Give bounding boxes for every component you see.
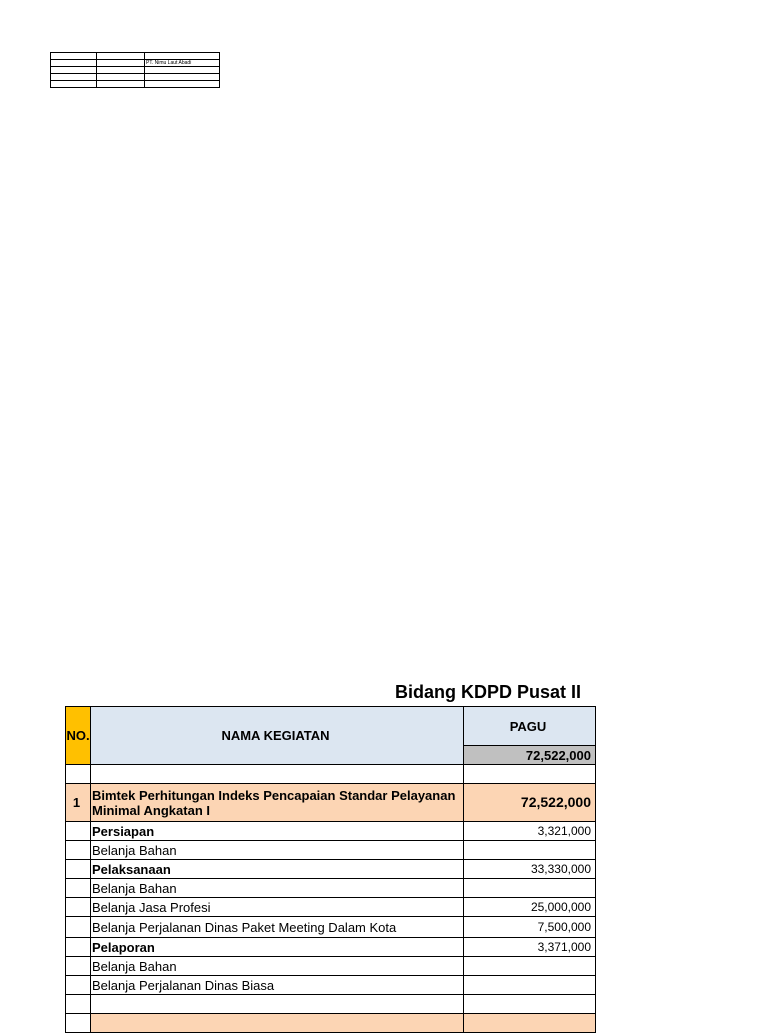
- table-cell: [91, 995, 464, 1014]
- row-pagu: 25,000,000: [464, 898, 596, 917]
- row-name: Belanja Bahan: [91, 879, 464, 898]
- row-pagu: [464, 957, 596, 976]
- table-cell: [66, 957, 91, 976]
- table-row: [51, 67, 220, 74]
- table-cell: [97, 60, 145, 67]
- company-name-cell: PT. Nimu Laut Abadi: [145, 60, 220, 67]
- table-row: [51, 74, 220, 81]
- table-cell: [66, 841, 91, 860]
- row-name: Belanja Bahan: [91, 957, 464, 976]
- total-pagu: 72,522,000: [464, 746, 596, 765]
- table-cell: [66, 917, 91, 938]
- table-cell: [91, 765, 464, 784]
- table-row: [66, 841, 596, 860]
- table-row: [66, 938, 596, 957]
- budget-table: [65, 706, 596, 1033]
- table-row: [66, 995, 596, 1014]
- table-row: [66, 822, 596, 841]
- row-name: Belanja Perjalanan Dinas Biasa: [91, 976, 464, 995]
- row-name: Pelaporan: [91, 938, 464, 957]
- table-cell: [97, 81, 145, 88]
- table-cell: [66, 879, 91, 898]
- table-row: [66, 879, 596, 898]
- row-pagu: 7,500,000: [464, 917, 596, 938]
- table-cell: [145, 81, 220, 88]
- table-cell: [66, 938, 91, 957]
- table-row: [51, 60, 220, 67]
- row-pagu: [464, 879, 596, 898]
- table-cell: [145, 53, 220, 60]
- table-cell: [97, 74, 145, 81]
- activity-name: Bimtek Perhitungan Indeks Pencapaian Standar Pelayanan Minimal Angkatan I: [91, 784, 464, 822]
- table-cell: [464, 765, 596, 784]
- table-row: [66, 917, 596, 938]
- table-cell: [66, 1014, 91, 1033]
- header-no: NO.: [66, 707, 91, 765]
- table-cell: [66, 765, 91, 784]
- table-cell: [97, 67, 145, 74]
- row-name: Belanja Bahan: [91, 841, 464, 860]
- row-pagu: [464, 841, 596, 860]
- table-row: [66, 860, 596, 879]
- table-cell: [66, 822, 91, 841]
- activity-row: [66, 784, 596, 822]
- table-row: [66, 765, 596, 784]
- row-name: Pelaksanaan: [91, 860, 464, 879]
- table-cell: [51, 67, 97, 74]
- table-cell: [97, 53, 145, 60]
- table-cell: [51, 53, 97, 60]
- table-cell: [51, 74, 97, 81]
- table-cell: [66, 898, 91, 917]
- table-cell: [464, 995, 596, 1014]
- table-cell: [51, 60, 97, 67]
- row-pagu: 33,330,000: [464, 860, 596, 879]
- table-row: [66, 976, 596, 995]
- header-nama-kegiatan: NAMA KEGIATAN: [91, 707, 464, 765]
- table-header-row: [66, 707, 596, 746]
- table-row: [51, 81, 220, 88]
- section-title: Bidang KDPD Pusat II: [395, 682, 582, 702]
- row-pagu: 3,321,000: [464, 822, 596, 841]
- table-cell: [145, 74, 220, 81]
- header-info-table: [50, 52, 220, 88]
- table-cell: [66, 860, 91, 879]
- activity-row: [66, 1014, 596, 1033]
- table-row: [66, 957, 596, 976]
- table-cell: [464, 1014, 596, 1033]
- row-name: Belanja Perjalanan Dinas Paket Meeting Dalam Kota: [91, 917, 464, 938]
- row-pagu: 3,371,000: [464, 938, 596, 957]
- row-name: Persiapan: [91, 822, 464, 841]
- table-cell: [91, 1014, 464, 1033]
- activity-pagu: 72,522,000: [464, 784, 596, 822]
- table-cell: [66, 995, 91, 1014]
- row-name: Belanja Jasa Profesi: [91, 898, 464, 917]
- table-cell: [145, 67, 220, 74]
- table-cell: [66, 976, 91, 995]
- table-cell: [51, 81, 97, 88]
- table-row: [51, 53, 220, 60]
- header-pagu: PAGU: [464, 707, 596, 746]
- table-row: [66, 898, 596, 917]
- row-pagu: [464, 976, 596, 995]
- activity-no: 1: [66, 784, 91, 822]
